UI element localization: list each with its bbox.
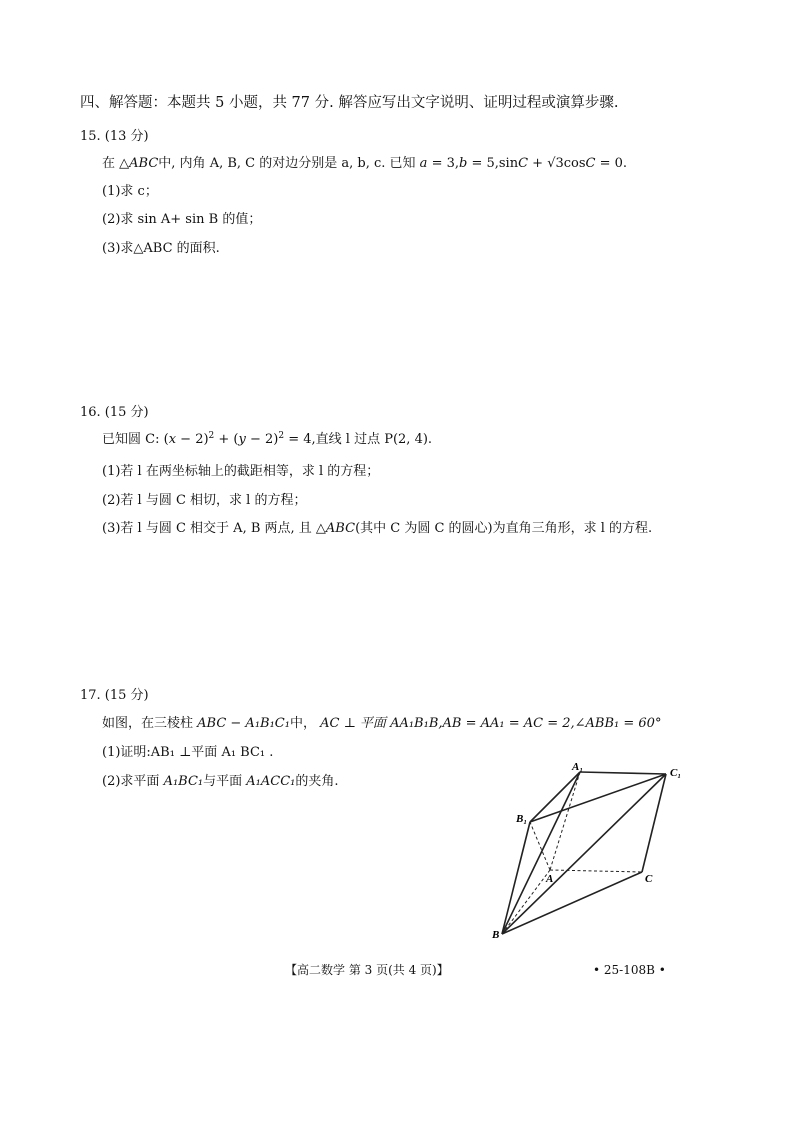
section-header: 四、解答题：本题共 5 小题，共 77 分. 解答应写出文字说明、证明过程或演算步骤. (80, 95, 619, 111)
label-C1: C₁ (670, 767, 682, 779)
label-C: C (645, 873, 653, 885)
edge-B1C1 (530, 774, 666, 822)
footer-page-info: 【高二数学 第 3 页(共 4 页)】 (285, 963, 449, 977)
prism-solid-edges (502, 772, 666, 934)
q15-part-3: (3)求△ABC 的面积. (102, 241, 220, 256)
edge-A1C1 (580, 772, 666, 774)
edge-AB1 (530, 822, 550, 870)
footer-code: • 25-108B • (593, 963, 666, 977)
label-B: B (492, 929, 500, 940)
q17-part-2: (2)求平面 A₁BC₁与平面 A₁ACC₁的夹角. (102, 774, 339, 789)
prism-figure (490, 758, 690, 940)
q15-number: 15. (13 分) (80, 129, 149, 144)
q17-part-1: (1)证明:AB₁ ⊥平面 A₁ BC₁ . (102, 745, 274, 760)
q17-stem: 如图，在三棱柱 ABC − A₁B₁C₁中， AC ⊥ 平面 AA₁B₁B,AB = AA₁ = AC = 2,∠ABB₁ = 60° (102, 716, 662, 731)
label-A1: A₁ (572, 761, 584, 773)
edge-BA1 (502, 772, 580, 934)
q16-part-3: (3)若 l 与圆 C 相交于 A, B 两点, 且 △ABC(其中 C 为圆 C 的圆心)为直角三角形，求 l 的方程. (102, 521, 653, 536)
label-B1: B₁ (516, 813, 528, 825)
edge-BC1 (502, 774, 666, 934)
q17-number: 17. (15 分) (80, 688, 149, 703)
edge-AC (550, 870, 642, 872)
q15-part-2: (2)求 sin A+ sin B 的值； (102, 212, 262, 227)
edge-A1B1 (530, 772, 580, 822)
edge-CB (502, 872, 642, 934)
label-A: A (546, 873, 554, 885)
q15-part-1: (1)求 c； (102, 184, 158, 199)
q16-number: 16. (15 分) (80, 405, 149, 420)
q15-stem: 在 △ABC中, 内角 A, B, C 的对边分别是 a, b, c. 已知 a = 3,b = 5,sinC + √3cosC = 0. (102, 156, 628, 171)
q16-part-2: (2)若 l 与圆 C 相切，求 l 的方程； (102, 493, 307, 508)
q16-stem: 已知圆 C: $(x - 2)^2 + (y - 2)^2 = 4$,直线 l 过点 P(2, 4). (102, 431, 433, 447)
edge-C1C (642, 774, 666, 872)
edge-B1B (502, 822, 530, 934)
q16-part-1: (1)若 l 在两坐标轴上的截距相等，求 l 的方程； (102, 464, 380, 479)
